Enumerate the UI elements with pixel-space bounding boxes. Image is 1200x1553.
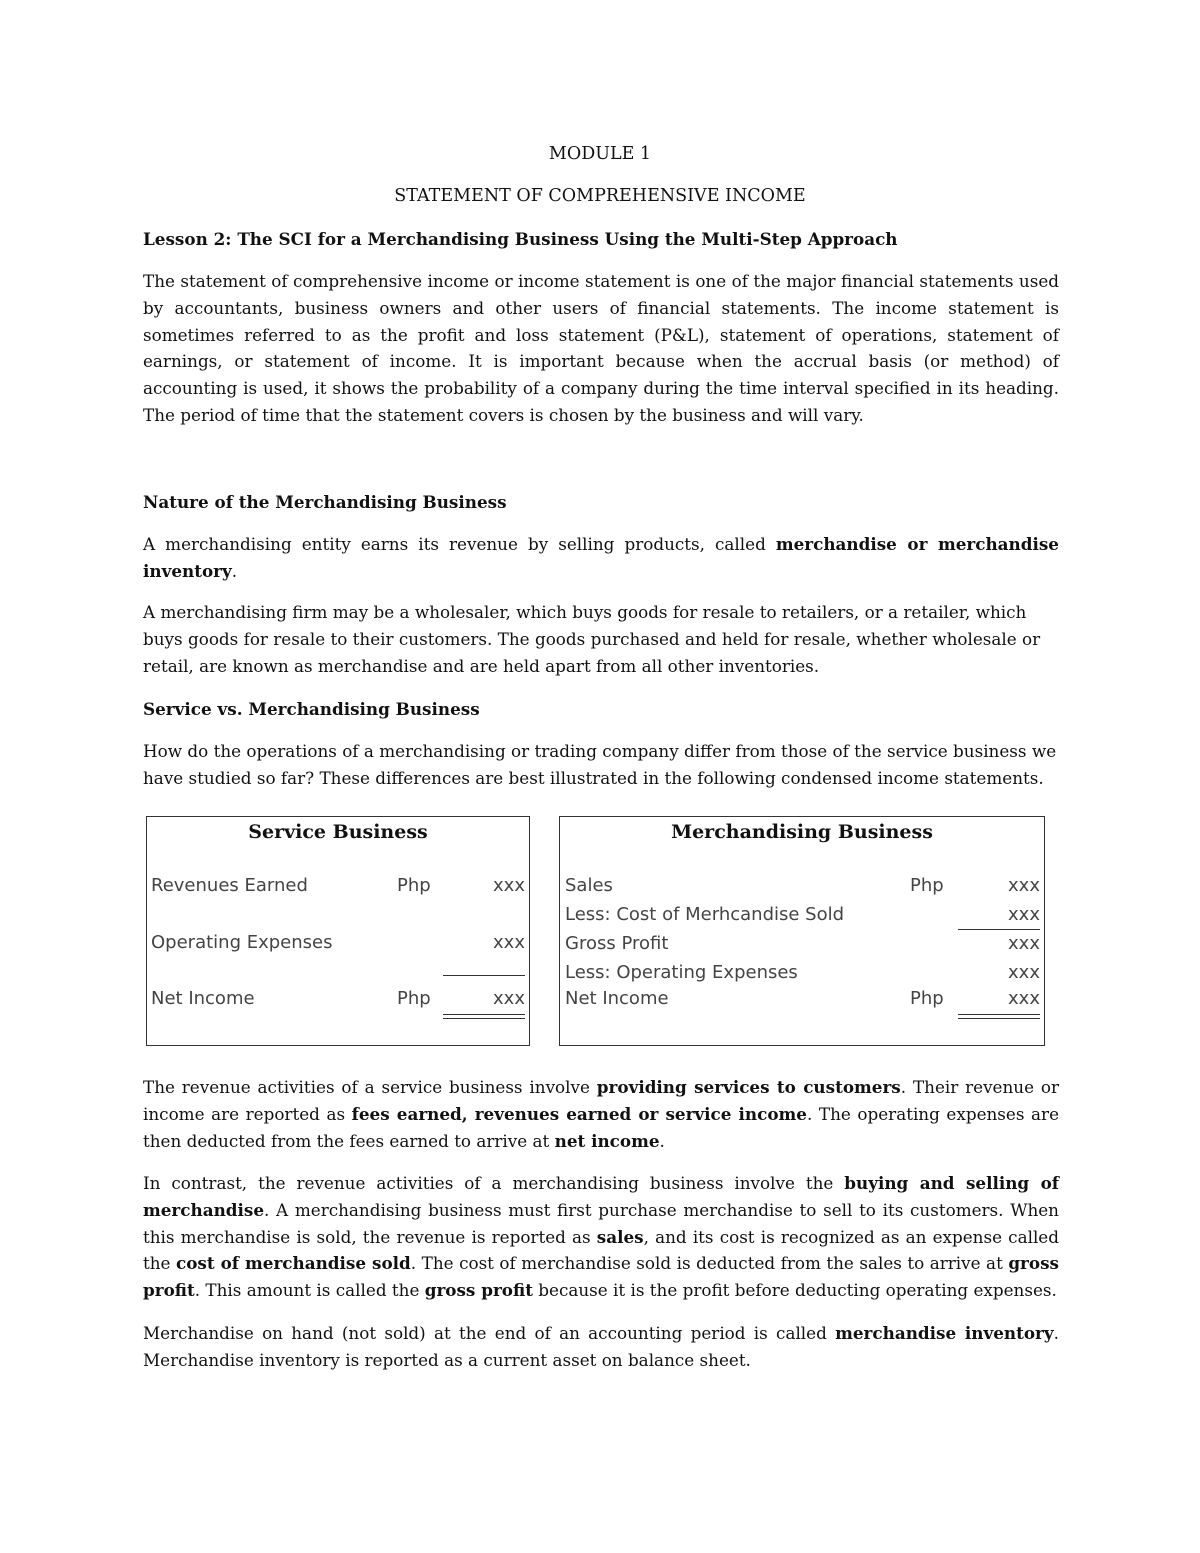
double-underline-bottom	[958, 1018, 1040, 1019]
merch-table-title: Merchandising Business	[671, 821, 933, 843]
service-business-table	[146, 816, 530, 1046]
operating-expenses-amount: xxx	[493, 932, 525, 953]
text-run: , and its cost is recognized as an expense called the	[143, 1226, 1059, 1274]
text-run: . A merchandising business must first purchase merchandise to sell to its customers. When this merchandise is sold, the revenue is reported as	[143, 1199, 1059, 1247]
gross-profit-label: Gross Profit	[565, 933, 669, 954]
nature-paragraph-1	[143, 531, 1059, 585]
sales-amount: xxx	[1008, 875, 1040, 896]
text-run: .	[659, 1130, 665, 1151]
service-revenue-paragraph	[143, 1074, 1059, 1154]
bold-term: buying and selling of merchandise	[143, 1173, 1059, 1220]
text-run: The revenue activities of a service business involve	[143, 1077, 597, 1097]
comparison-paragraph: How do the operations of a merchandising or trading company differ from those of the service business we have studied so far? These differences are best illustrated in the following condensed income statements.	[143, 741, 1057, 788]
subtotal-rule	[443, 975, 525, 976]
sales-currency: Php	[910, 875, 944, 896]
net-income-label: Net Income	[565, 988, 669, 1009]
sales-label: Sales	[565, 875, 613, 896]
double-underline-top	[443, 1014, 525, 1015]
gross-profit-amount: xxx	[1008, 933, 1040, 954]
bold-term: gross profit	[424, 1280, 533, 1301]
text-run: A merchandising entity earns its revenue by selling products, called	[143, 534, 776, 554]
net-income-label: Net Income	[151, 988, 255, 1009]
operating-expenses-label: Operating Expenses	[151, 932, 333, 953]
text-run: . Their revenue or income are reported as	[143, 1077, 1060, 1124]
merchandising-revenue-paragraph	[143, 1170, 1059, 1304]
cogs-rule	[958, 929, 1040, 930]
revenues-amount: xxx	[493, 875, 525, 896]
text-run: . The operating expenses are then deducted from the fees earned to arrive at	[143, 1103, 1060, 1151]
text-run: Merchandise on hand (not sold) at the end of an accounting period is called	[143, 1323, 836, 1343]
operating-expenses-amount: xxx	[1008, 962, 1040, 983]
revenues-earned-label: Revenues Earned	[151, 875, 308, 896]
text-run: . Merchandise inventory is reported as a current asset on balance sheet.	[143, 1323, 1059, 1370]
bold-term: gross profit	[143, 1253, 1059, 1301]
operating-expenses-label: Less: Operating Expenses	[565, 962, 798, 983]
double-underline-bottom	[443, 1018, 525, 1019]
net-income-amount: xxx	[1008, 988, 1040, 1009]
document-title: STATEMENT OF COMPREHENSIVE INCOME	[394, 186, 806, 206]
merchandising-business-table	[559, 816, 1045, 1046]
bold-term: merchandise or merchandise inventory	[143, 534, 1059, 581]
net-income-currency: Php	[910, 988, 944, 1009]
bold-term: net income	[554, 1130, 660, 1151]
double-underline-top	[958, 1014, 1040, 1015]
net-income-currency: Php	[397, 988, 431, 1009]
cogs-amount: xxx	[1008, 904, 1040, 925]
text-run: . The cost of merchandise sold is deducted from the sales to arrive at	[410, 1253, 1009, 1274]
text-run: . This amount is called the	[194, 1280, 425, 1301]
comparison-heading: Service vs. Merchandising Business	[143, 699, 480, 719]
bold-term: merchandise inventory	[835, 1323, 1054, 1343]
nature-paragraph-2: A merchandising firm may be a wholesaler, which buys goods for resale to retailers, or a retailer, which buys goods for resale to their customers. The goods purchased and held for resale, whether wholesale or retail, are known as merchandise and are held apart from all other inventories.	[143, 602, 1041, 676]
text-run: In contrast, the revenue activities of a merchandising business involve the	[143, 1173, 845, 1193]
revenues-currency: Php	[397, 875, 431, 896]
bold-term: fees earned, revenues earned or service income	[351, 1103, 807, 1124]
text-run: because it is the profit before deducting operating expenses.	[532, 1280, 1057, 1301]
text-run: .	[231, 560, 238, 581]
bold-term: cost of merchandise sold	[175, 1253, 411, 1274]
lesson-heading: Lesson 2: The SCI for a Merchandising Business Using the Multi-Step Approach	[143, 229, 898, 249]
bold-term: sales	[596, 1226, 644, 1247]
cogs-label: Less: Cost of Merhcandise Sold	[565, 904, 845, 925]
nature-heading: Nature of the Merchandising Business	[143, 492, 507, 512]
inventory-paragraph	[143, 1320, 1059, 1374]
intro-paragraph: The statement of comprehensive income or income statement is one of the major financial statements used by accountants, business owners and other users of financial statements. The income statement is sometimes referred to as the profit and loss statement (P&L), statement of operations, statement of earnings, or statement of income. It is important because when the accrual basis (or method) of accounting is used, it shows the probability of a company during the time interval specified in its heading. The period of time that the statement covers is chosen by the business and will vary.	[143, 271, 1059, 425]
module-heading: MODULE 1	[548, 144, 652, 164]
net-income-amount: xxx	[493, 988, 525, 1009]
service-table-title: Service Business	[248, 821, 428, 843]
bold-term: providing services to customers	[596, 1077, 901, 1097]
